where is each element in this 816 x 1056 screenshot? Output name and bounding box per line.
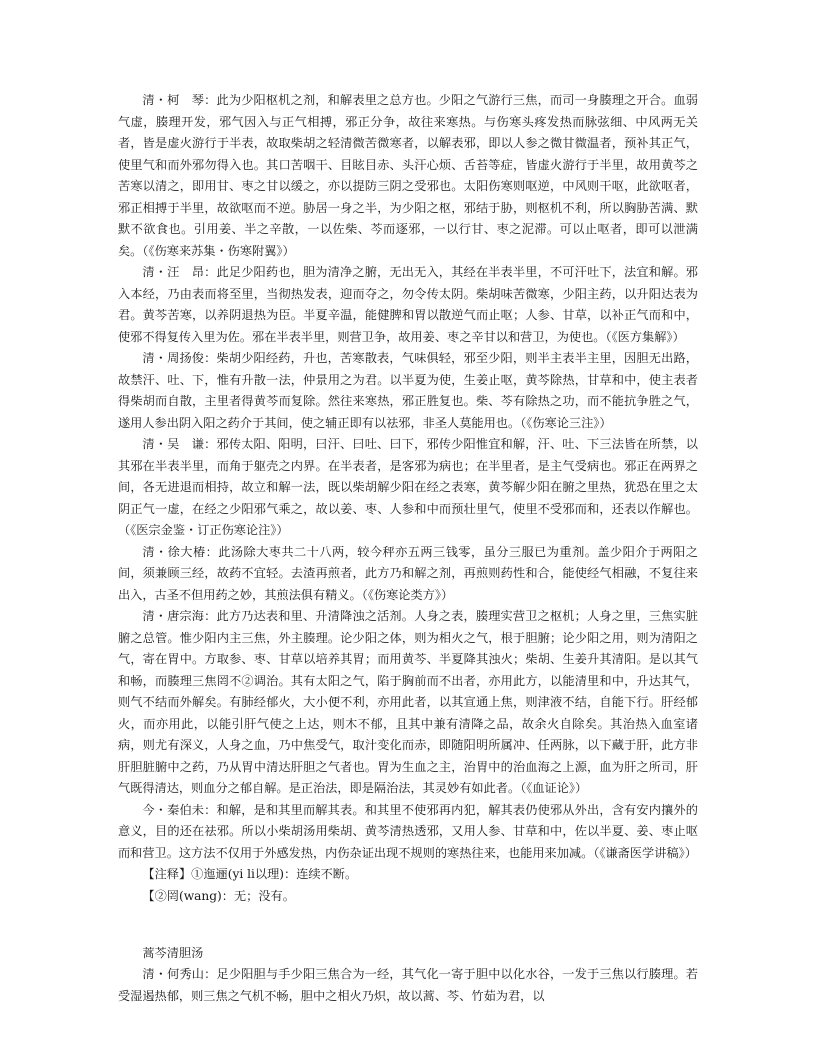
commentary-ke-qin: 清・柯 琴：此为少阳枢机之剂，和解表里之总方也。少阳之气游行三焦，而司一身腠理之开合。血弱气虚，腠理开发，邪气因入与正气相搏，邪正分争，故往来寒热。与伤寒头疼发热而脉弦细、中风两无关者，皆是虚火游行于半表，故取柴胡之轻清微苦微寒者，以解表邪，即以人参之微甘微温者，预补其正气，使里气和而外邪勿得入也。其口苦咽干、目眩目赤、头汗心烦、舌苔等症，皆虚火游行于半里，故用黄芩之苦寒以清之，即用甘、枣之甘以缓之，亦以提防三阴之受邪也。太阳伤寒则呕逆，中风则干呕，此欲呕者，邪正相搏于半里，故欲呕而不逆。胁居一身之半，为少阳之枢，邪结于胁，则枢机不利，所以胸胁苦满、默默不欲食也。引用姜、半之辛散，一以佐柴、芩而逐邪，一以行甘、枣之泥滞。可以止呕者，即可以泄满矣。（《伤寒来苏集・伤寒附翼》） (118, 93, 698, 258)
spacer (118, 929, 698, 943)
spacer (118, 907, 698, 929)
commentary-xu-dachun: 清・徐大椿：此汤除大枣共二十八两，较今秤亦五两三钱零，虽分三服已为重剂。盖少阳介于两阳之间，须兼顾三经，故药不宜轻。去渣再煎者，此方乃和解之剂，再煎则药性和合，能使经气相融，不复往来出入，古圣不但用药之妙，其煎法俱有精义。（《伤寒论类方》） (118, 544, 698, 602)
commentary-zhou-yangjun: 清・周扬俊：柴胡少阳经药，升也，苦寒散表，气味俱轻，邪至少阳，则半主表半主里，因胆无出路，故禁汗、吐、下，惟有升散一法，仲景用之为君。以半夏为使，生姜止呕，黄芩除热，甘草和中，使主表者得柴胡而自散，主里者得黄芩而复除。然往来寒热，邪正胜复也。柴、芩有除热之功，而不能抗争胜之气，遂用人参出阴入阳之药介于其间，使之辅正即有以祛邪，非圣人莫能用也。（《伤寒论三注》） (118, 351, 698, 430)
document-page (118, 90, 698, 1007)
annotation-note-2: 【②罔(wang)：无；没有。 (142, 888, 295, 903)
commentary-he-xiushan: 清・何秀山：足少阳胆与手少阳三焦合为一经，其气化一寄于胆中以化水谷，一发于三焦以行腠理。若受湿遏热郁，则三焦之气机不畅，胆中之相火乃炽，故以蒿、芩、竹茹为君，以 (118, 967, 698, 1003)
annotation-note-1: 【注释】①迤逦(yi li以理)：连续不断。 (142, 867, 358, 881)
commentary-qin-bowei: 今・秦伯未：和解，是和其里而解其表。和其里不使邪再内犯，解其表仍使邪从外出，含有安内攘外的意义，目的还在祛邪。所以小柴胡汤用柴胡、黄芩清热透邪，又用人参、甘草和中，佐以半夏、姜、枣止呕而和营卫。这方法不仅用于外感发热，内伤杂证出现不规则的寒热往来，也能用来加减。（《谦斋医学讲稿》） (118, 802, 698, 860)
commentary-wu-qian: 清・吴 谦：邪传太阳、阳明，曰汗、曰吐、曰下，邪传少阳惟宜和解，汗、吐、下三法皆在所禁，以其邪在半表半里，而角于躯壳之内界。在半表者，是客邪为病也；在半里者，是主气受病也。邪正在两界之间，各无进退而相持，故立和解一法，既以柴胡解少阳在经之表寒，黄芩解少阳在腑之里热，犹恐在里之太阴正气一虚，在经之少阳邪气乘之，故以姜、枣、人参和中而预壮里气，使里不受邪而和，还表以作解也。（《医宗金鉴・订正伤寒论注》） (118, 437, 698, 537)
commentary-wang-ang: 清・汪 昂：此足少阳药也，胆为清净之腑，无出无入，其经在半表半里，不可汗吐下，法宜和解。邪入本经，乃由表而将至里，当彻热发表，迎而夺之，勿令传太阴。柴胡味苦微寒，少阳主药，以升阳达表为君。黄芩苦寒，以养阴退热为臣。半夏辛温，能健脾和胃以散逆气而止呕；人参、甘草，以补正气而和中，使邪不得复传入里为佐。邪在半表半里，则营卫争，故用姜、枣之辛甘以和营卫，为使也。（《医方集解》） (118, 265, 698, 344)
section-title: 蒿芩清胆汤 (142, 945, 204, 960)
commentary-tang-zonghai: 清・唐宗海：此方乃达表和里、升清降浊之活剂。人身之表，腠理实营卫之枢机；人身之里，三焦实脏腑之总管。惟少阳内主三焦，外主腠理。论少阳之体，则为相火之气，根于胆腑；论少阳之用，则为清阳之气，寄在胃中。方取参、枣、甘草以培养其胃；而用黄芩、半夏降其浊火；柴胡、生姜升其清阳。是以其气和畅，而腠理三焦罔不②调治。其有太阳之气，陷于胸前而不出者，亦用此方，以能清里和中，升达其气，则气不结而外解矣。有肺经郁火，大小便不利，亦用此者，以其宣通上焦，则津液不结，自能下行。肝经郁火，而亦用此，以能引肝气使之上达，则木不郁，且其中兼有清降之品，故余火自除矣。其治热入血室诸病，则尤有深义，人身之血，乃中焦受气，取汁变化而赤，即随阳明所属冲、任两脉，以下藏于肝，此方非肝胆脏腑中之药，乃从胃中清达肝胆之气者也。胃为生血之主，治胃中的治血海之上源，血为肝之所司，肝气既得清达，则血分之郁自解。是正治法，即是隔治法，其灵妙有如此者。（《血证论》） (118, 609, 698, 795)
